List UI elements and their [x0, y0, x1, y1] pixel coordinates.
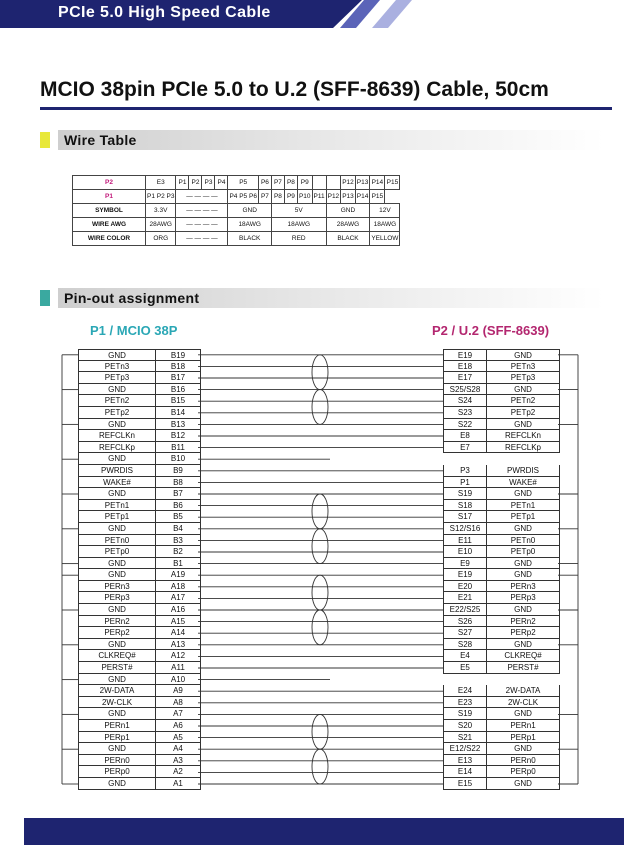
p2-pin: S20: [443, 720, 487, 732]
p1-pin: A9: [156, 685, 201, 697]
p2-pin-row: [443, 511, 560, 523]
p2-signal: PERp2: [487, 627, 560, 639]
p2-pin: S24: [443, 395, 487, 407]
p2-pin: E19: [443, 569, 487, 581]
p1-pin-row: [78, 500, 201, 512]
p1-pin: A19: [156, 569, 201, 581]
p2-pin: E7: [443, 442, 487, 454]
p1-signal: PERn0: [78, 755, 156, 767]
p1-signal: REFCLKn: [78, 430, 156, 442]
wire-table-row-label: P2: [73, 176, 146, 190]
p2-signal: PETn1: [487, 500, 560, 512]
wire-table-cell: P4: [215, 176, 228, 190]
p2-pin-row: [443, 477, 560, 489]
p1-pin: B8: [156, 477, 201, 489]
p2-pin: E23: [443, 697, 487, 709]
p1-signal: GND: [78, 453, 156, 465]
p1-pin-row: [78, 419, 201, 431]
p1-pin-row: [78, 755, 201, 767]
section-title: Wire Table: [58, 130, 604, 150]
p1-pin: A17: [156, 592, 201, 604]
p1-pin: B3: [156, 535, 201, 547]
p1-pin: A7: [156, 708, 201, 720]
p2-pin-row: [443, 384, 560, 396]
p2-signal: CLKREQ#: [487, 650, 560, 662]
p1-pin: A12: [156, 650, 201, 662]
twisted-pair-marker: [312, 529, 328, 564]
p1-pin: A6: [156, 720, 201, 732]
p1-pin-row: [78, 430, 201, 442]
p2-signal: PERn1: [487, 720, 560, 732]
p1-signal: CLKREQ#: [78, 650, 156, 662]
p2-pin: E12/S22: [443, 743, 487, 755]
p2-signal: PERp1: [487, 732, 560, 744]
p2-pin-row: [443, 778, 560, 790]
p2-signal: GND: [487, 349, 560, 361]
p2-pin-row: [443, 604, 560, 616]
p2-pin-row: [443, 546, 560, 558]
p1-pin-row: [78, 732, 201, 744]
p2-pin: E19: [443, 349, 487, 361]
p2-pin: E14: [443, 766, 487, 778]
p2-signal: PETp3: [487, 372, 560, 384]
wire-table-cell: 18AWG: [271, 218, 326, 232]
p2-signal: GND: [487, 743, 560, 755]
p2-pin-row: [443, 523, 560, 535]
p2-pin: E22/S25: [443, 604, 487, 616]
p1-signal: GND: [78, 384, 156, 396]
p1-pin-row: [78, 569, 201, 581]
p2-pin-row: [443, 616, 560, 628]
p1-pin: A11: [156, 662, 201, 674]
p2-signal: PERn3: [487, 581, 560, 593]
p2-pin-row: [443, 349, 560, 361]
p1-pin-row: [78, 465, 201, 477]
wire-table-row-label: SYMBOL: [73, 204, 146, 218]
p2-signal: PETn3: [487, 361, 560, 373]
p2-pin-row: [443, 569, 560, 581]
p1-signal: PWRDIS: [78, 465, 156, 477]
p2-signal: PERp3: [487, 592, 560, 604]
p2-pin-row: [443, 685, 560, 697]
p2-signal: GND: [487, 639, 560, 651]
p1-pin: B16: [156, 384, 201, 396]
p2-signal: GND: [487, 778, 560, 790]
p1-signal: PERp0: [78, 766, 156, 778]
p1-pin: A15: [156, 616, 201, 628]
p1-pin-row: [78, 604, 201, 616]
p2-signal: 2W-DATA: [487, 685, 560, 697]
wire-table-cell: P14: [370, 176, 385, 190]
p1-signal: GND: [78, 674, 156, 686]
wire-table-cell: P1 P2 P3: [146, 190, 176, 204]
p2-pin: E11: [443, 535, 487, 547]
p2-signal: PETp1: [487, 511, 560, 523]
p2-pin: E10: [443, 546, 487, 558]
p1-pin: B14: [156, 407, 201, 419]
p1-pin: B13: [156, 419, 201, 431]
p2-pin: E15: [443, 778, 487, 790]
wire-table-cell: — — — —: [176, 232, 228, 246]
p2-pin: S18: [443, 500, 487, 512]
p1-pin-row: [78, 477, 201, 489]
p1-signal: PETp2: [78, 407, 156, 419]
p1-pin-row: [78, 442, 201, 454]
p2-pin-row: [443, 407, 560, 419]
wire-table-cell: 5V: [271, 204, 326, 218]
p2-pin-row: [443, 708, 560, 720]
p1-pin: A8: [156, 697, 201, 709]
p2-signal: 2W-CLK: [487, 697, 560, 709]
p1-pin-row: [78, 546, 201, 558]
p1-signal: PERp3: [78, 592, 156, 604]
wire-table-cell: P1: [176, 176, 189, 190]
p2-signal: GND: [487, 488, 560, 500]
p1-pin-row: [78, 535, 201, 547]
p1-signal: WAKE#: [78, 477, 156, 489]
p1-signal: GND: [78, 558, 156, 570]
p2-pin: E24: [443, 685, 487, 697]
p2-pin-row: [443, 732, 560, 744]
p2-pin: S17: [443, 511, 487, 523]
p2-pin-row: [443, 592, 560, 604]
p1-signal: REFCLKp: [78, 442, 156, 454]
p1-pin-row: [78, 592, 201, 604]
p2-pin: S22: [443, 419, 487, 431]
p1-pin: A1: [156, 778, 201, 790]
p2-pin: S23: [443, 407, 487, 419]
p2-signal: GND: [487, 558, 560, 570]
p1-signal: GND: [78, 488, 156, 500]
p2-pin-table: [443, 349, 560, 790]
p1-pin-row: [78, 650, 201, 662]
p1-pin-row: [78, 349, 201, 361]
p1-pin: B2: [156, 546, 201, 558]
p2-pin: E5: [443, 662, 487, 674]
wire-table-cell: — — — —: [176, 190, 228, 204]
p2-pin: E13: [443, 755, 487, 767]
p2-signal: REFCLKp: [487, 442, 560, 454]
p2-signal: PETn2: [487, 395, 560, 407]
p2-pin-row: [443, 488, 560, 500]
wire-table-cell: P5: [228, 176, 258, 190]
twisted-pair-marker: [312, 575, 328, 610]
p2-signal: GND: [487, 384, 560, 396]
wire-table-cell: ORG: [146, 232, 176, 246]
p2-signal: PETp2: [487, 407, 560, 419]
wire-table-cell: P9: [284, 190, 297, 204]
p1-signal: GND: [78, 778, 156, 790]
p1-pin: B12: [156, 430, 201, 442]
p1-signal: PETp0: [78, 546, 156, 558]
wire-table-row-label: WIRE AWG: [73, 218, 146, 232]
p1-pin: B19: [156, 349, 201, 361]
p1-pin-row: [78, 674, 201, 686]
p1-signal: GND: [78, 743, 156, 755]
p1-heading: P1 / MCIO 38P: [90, 323, 178, 338]
p2-pin-row: [443, 662, 560, 674]
wire-table-cell: P9: [297, 176, 312, 190]
p2-pin: S25/S28: [443, 384, 487, 396]
p1-pin: B15: [156, 395, 201, 407]
p2-pin: E21: [443, 592, 487, 604]
p1-signal: PETp1: [78, 511, 156, 523]
p1-pin: B10: [156, 453, 201, 465]
p1-pin: B1: [156, 558, 201, 570]
p2-signal: PERST#: [487, 662, 560, 674]
p2-signal: PWRDIS: [487, 465, 560, 477]
wire-table-cell: 18AWG: [228, 218, 271, 232]
wire-table-cell: P3: [202, 176, 215, 190]
p1-pin-row: [78, 511, 201, 523]
p1-pin: B4: [156, 523, 201, 535]
wire-table-cell: GND: [228, 204, 271, 218]
p1-signal: GND: [78, 604, 156, 616]
p2-pin-row: [443, 442, 560, 454]
p1-pin-row: [78, 639, 201, 651]
p1-pin-table: [78, 349, 201, 790]
twisted-pair-marker: [312, 390, 328, 425]
p1-signal: PERn2: [78, 616, 156, 628]
wire-table-cell: YELLOW: [370, 232, 400, 246]
p1-pin: A10: [156, 674, 201, 686]
p1-pin-row: [78, 453, 201, 465]
p2-signal: GND: [487, 419, 560, 431]
wire-table-cell: P8: [271, 190, 284, 204]
p2-pin: S21: [443, 732, 487, 744]
p2-pin: E9: [443, 558, 487, 570]
p1-pin: A5: [156, 732, 201, 744]
p1-signal: GND: [78, 708, 156, 720]
wire-table-cell: — — — —: [176, 218, 228, 232]
p1-pin: B18: [156, 361, 201, 373]
wire-table-cell: P11: [312, 190, 326, 204]
p1-signal: PERp2: [78, 627, 156, 639]
p1-pin-row: [78, 407, 201, 419]
p1-pin: B11: [156, 442, 201, 454]
p2-pin: E17: [443, 372, 487, 384]
wire-table-cell: BLACK: [326, 232, 370, 246]
p2-heading: P2 / U.2 (SFF-8639): [432, 323, 550, 338]
p1-pin-row: [78, 743, 201, 755]
p1-pin-row: [78, 395, 201, 407]
p1-signal: 2W-DATA: [78, 685, 156, 697]
p2-pin: S19: [443, 488, 487, 500]
p1-signal: PETn3: [78, 361, 156, 373]
p2-pin-row: [443, 465, 560, 477]
wire-table-cell: 28AWG: [326, 218, 370, 232]
twisted-pair-marker: [312, 749, 328, 784]
twisted-pair-marker: [312, 355, 328, 390]
page-title: MCIO 38pin PCIe 5.0 to U.2 (SFF-8639) Cable, 50cm: [40, 78, 549, 101]
p2-pin: S19: [443, 708, 487, 720]
p1-pin-row: [78, 523, 201, 535]
p1-pin-row: [78, 627, 201, 639]
p2-pin-row: [443, 430, 560, 442]
wire-table-cell: 28AWG: [146, 218, 176, 232]
p1-signal: GND: [78, 569, 156, 581]
wire-table-cell: P10: [297, 190, 312, 204]
twisted-pair-marker: [312, 714, 328, 749]
p2-signal: PERp0: [487, 766, 560, 778]
p1-pin-row: [78, 697, 201, 709]
p1-pin-row: [78, 616, 201, 628]
wire-table-cell: P13: [341, 190, 356, 204]
p2-pin: E4: [443, 650, 487, 662]
wire-table-cell: P15: [385, 176, 400, 190]
p2-pin-row: [443, 639, 560, 651]
wire-table-cell: P7: [258, 190, 271, 204]
wire-table-cell: GND: [326, 204, 370, 218]
p2-pin: S12/S16: [443, 523, 487, 535]
p1-pin-row: [78, 372, 201, 384]
p2-signal: PETn0: [487, 535, 560, 547]
p2-signal: GND: [487, 569, 560, 581]
p1-signal: GND: [78, 639, 156, 651]
p1-signal: GND: [78, 523, 156, 535]
wire-table-cell: P14: [355, 190, 370, 204]
p1-signal: PETn2: [78, 395, 156, 407]
p2-signal: WAKE#: [487, 477, 560, 489]
p2-signal: GND: [487, 604, 560, 616]
p1-pin-row: [78, 488, 201, 500]
p1-signal: 2W-CLK: [78, 697, 156, 709]
p1-pin-row: [78, 778, 201, 790]
banner-title: PCIe 5.0 High Speed Cable: [58, 4, 271, 21]
p1-signal: PETn1: [78, 500, 156, 512]
p1-signal: PETp3: [78, 372, 156, 384]
p2-pin: P1: [443, 477, 487, 489]
p1-pin-row: [78, 384, 201, 396]
wire-table-cell: 12V: [370, 204, 400, 218]
p2-signal: PERn0: [487, 755, 560, 767]
p1-signal: PERST#: [78, 662, 156, 674]
p1-pin: B9: [156, 465, 201, 477]
p1-signal: PERn3: [78, 581, 156, 593]
p2-signal: GND: [487, 523, 560, 535]
wire-table-cell: 18AWG: [370, 218, 400, 232]
p1-pin-row: [78, 766, 201, 778]
p2-pin-row: [443, 558, 560, 570]
footer-bar: [24, 818, 624, 845]
wire-table-cell: 3.3V: [146, 204, 176, 218]
wire-table-cell: BLACK: [228, 232, 271, 246]
p2-pin: S28: [443, 639, 487, 651]
p2-signal: GND: [487, 708, 560, 720]
p2-pin-row: [443, 743, 560, 755]
p1-pin: B7: [156, 488, 201, 500]
wire-table-cell: P2: [189, 176, 202, 190]
wire-table-cell: RED: [271, 232, 326, 246]
p1-pin: B17: [156, 372, 201, 384]
wire-table-cell: P7: [271, 176, 284, 190]
wire-table-row-label: WIRE COLOR: [73, 232, 146, 246]
p2-pin: E20: [443, 581, 487, 593]
p1-pin: A13: [156, 639, 201, 651]
p1-pin-row: [78, 361, 201, 373]
p2-pin: E18: [443, 361, 487, 373]
twisted-pair-marker: [312, 610, 328, 645]
p1-pin: B5: [156, 511, 201, 523]
p2-pin-row: [443, 395, 560, 407]
wire-table-cell: P15: [370, 190, 385, 204]
wire-table-cell: P8: [284, 176, 297, 190]
p1-pin: A2: [156, 766, 201, 778]
p2-pin-row: [443, 419, 560, 431]
wire-table-cell: P12: [326, 190, 341, 204]
p1-signal: GND: [78, 349, 156, 361]
p2-pin-row: [443, 361, 560, 373]
p1-pin-row: [78, 685, 201, 697]
section-title: Pin-out assignment: [58, 288, 604, 308]
p1-pin: A4: [156, 743, 201, 755]
p2-pin-row: [443, 372, 560, 384]
p1-pin-row: [78, 708, 201, 720]
p1-signal: PERp1: [78, 732, 156, 744]
wire-table-cell: P13: [355, 176, 370, 190]
twisted-pair-marker: [312, 494, 328, 529]
p2-pin-row: [443, 581, 560, 593]
p2-pin-row: [443, 500, 560, 512]
wire-table-cell: P12: [341, 176, 356, 190]
p1-signal: PETn0: [78, 535, 156, 547]
p1-pin-row: [78, 662, 201, 674]
wire-table-row-label: P1: [73, 190, 146, 204]
p2-pin: E8: [443, 430, 487, 442]
p2-pin-row: [443, 627, 560, 639]
p1-pin-row: [78, 720, 201, 732]
p2-pin-row: [443, 755, 560, 767]
p1-signal: PERn1: [78, 720, 156, 732]
p2-signal: PERn2: [487, 616, 560, 628]
p1-pin-row: [78, 558, 201, 570]
p1-pin: A16: [156, 604, 201, 616]
p1-pin: A18: [156, 581, 201, 593]
p2-pin-row: [443, 720, 560, 732]
p2-signal: PETp0: [487, 546, 560, 558]
p1-pin: A3: [156, 755, 201, 767]
p1-pin-row: [78, 581, 201, 593]
p1-pin: B6: [156, 500, 201, 512]
wire-table-cell: E3: [146, 176, 176, 190]
p1-pin: A14: [156, 627, 201, 639]
p2-signal: REFCLKn: [487, 430, 560, 442]
p2-pin: P3: [443, 465, 487, 477]
p1-signal: GND: [78, 419, 156, 431]
wire-table-cell: — — — —: [176, 204, 228, 218]
p2-pin: S26: [443, 616, 487, 628]
p2-pin-row: [443, 766, 560, 778]
p2-pin-row: [443, 535, 560, 547]
p2-pin-row: [443, 650, 560, 662]
wire-table-cell: P4 P5 P6: [228, 190, 258, 204]
p2-pin-row: [443, 697, 560, 709]
p2-pin: S27: [443, 627, 487, 639]
wire-table-cell: P6: [258, 176, 271, 190]
